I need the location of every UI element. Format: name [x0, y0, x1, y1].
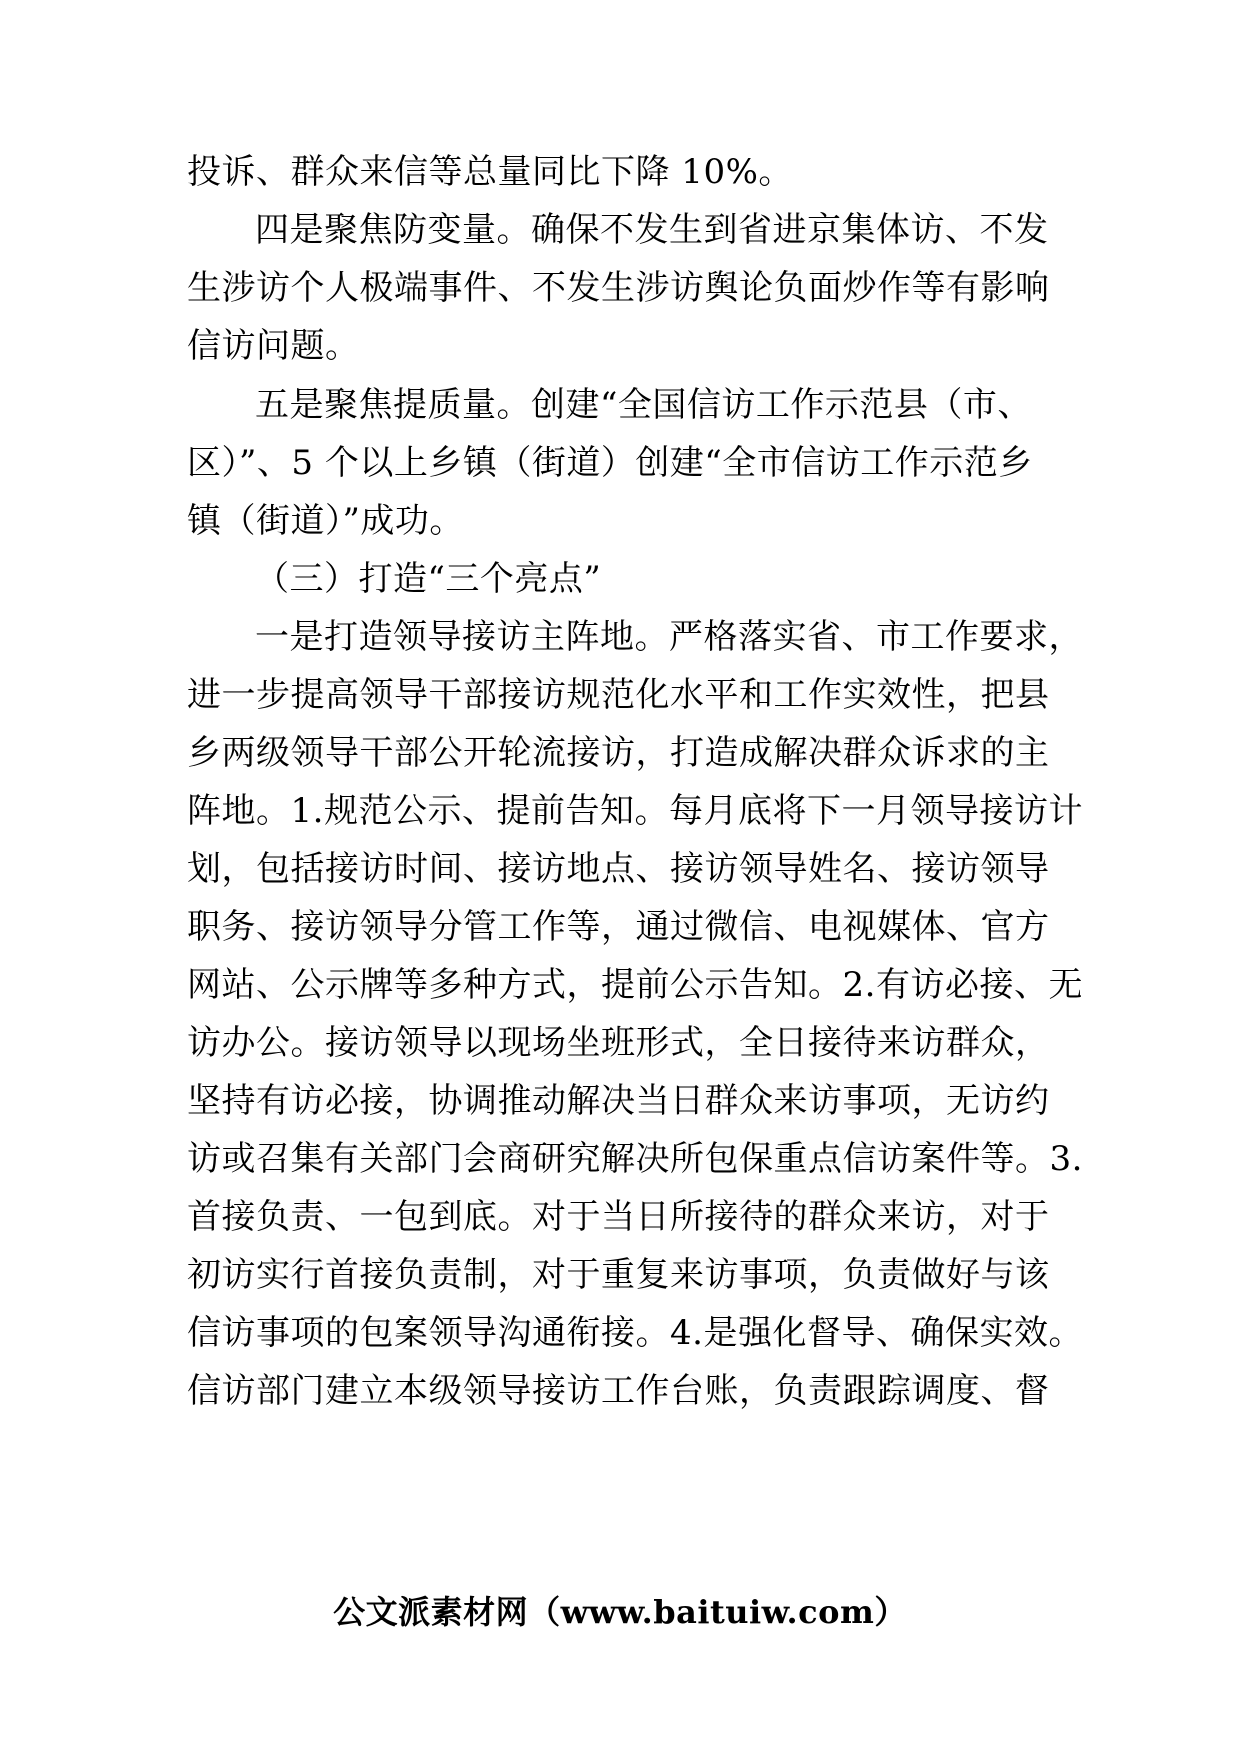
- body-line-2: 四是聚焦防变量。确保不发生到省进京集体访、不发: [255, 210, 1049, 250]
- body-line-14: 职务、接访领导分管工作等，通过微信、电视媒体、官方: [187, 907, 1050, 947]
- body-line-6: 区）”、5 个以上乡镇（街道）创建“全市信访工作示范乡: [187, 443, 1033, 483]
- body-line-10: 进一步提高领导干部接访规范化水平和工作实效性，把县: [187, 675, 1050, 715]
- body-line-5: 五是聚焦提质量。创建“全国信访工作示范县（市、: [255, 385, 1032, 425]
- body-line-13: 划，包括接访时间、接访地点、接访领导姓名、接访领导: [187, 849, 1050, 889]
- body-line-19: 首接负责、一包到底。对于当日所接待的群众来访，对于: [187, 1197, 1050, 1237]
- body-line-1: 投诉、群众来信等总量同比下降 10%。: [187, 152, 793, 192]
- body-line-18: 访或召集有关部门会商研究解决所包保重点信访案件等。3.: [187, 1139, 1083, 1179]
- section-heading: （三）打造“三个亮点”: [255, 559, 602, 599]
- body-line-21: 信访事项的包案领导沟通衔接。4.是强化督导、确保实效。: [187, 1313, 1083, 1353]
- body-line-3: 生涉访个人极端事件、不发生涉访舆论负面炒作等有影响: [187, 268, 1050, 308]
- body-line-4: 信访问题。: [187, 326, 360, 366]
- body-line-7: 镇（街道）”成功。: [187, 501, 464, 541]
- body-line-15: 网站、公示牌等多种方式，提前公示告知。2.有访必接、无: [187, 965, 1083, 1005]
- body-line-12: 阵地。1.规范公示、提前告知。每月底将下一月领导接访计: [187, 791, 1083, 831]
- body-line-9: 一是打造领导接访主阵地。严格落实省、市工作要求，: [255, 617, 1083, 657]
- body-line-22: 信访部门建立本级领导接访工作台账，负责跟踪调度、督: [187, 1371, 1050, 1411]
- body-line-17: 坚持有访必接，协调推动解决当日群众来访事项，无访约: [187, 1081, 1050, 1121]
- body-line-20: 初访实行首接负责制，对于重复来访事项，负责做好与该: [187, 1255, 1050, 1295]
- footer-watermark: 公文派素材网（www.baituiw.com）: [333, 1593, 907, 1631]
- body-line-16: 访办公。接访领导以现场坐班形式，全日接待来访群众，: [187, 1023, 1050, 1063]
- body-line-11: 乡两级领导干部公开轮流接访，打造成解决群众诉求的主: [187, 733, 1050, 773]
